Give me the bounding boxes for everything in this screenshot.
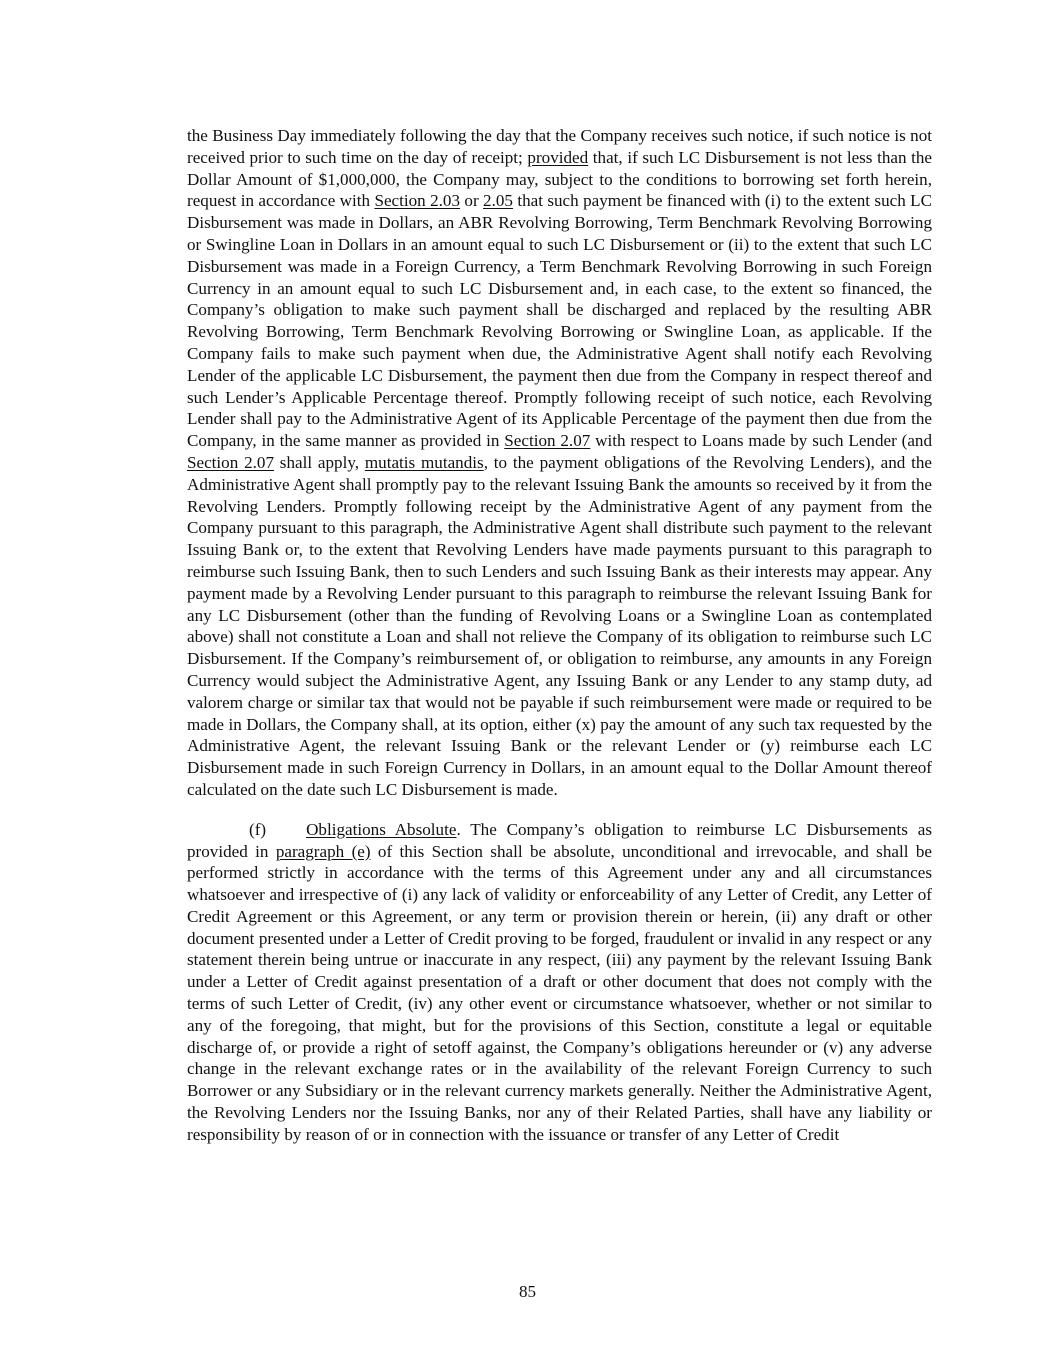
paragraph-f xyxy=(187,819,932,1146)
text-run: or xyxy=(460,191,484,211)
section-2-07-reference: Section 2.07 xyxy=(504,431,591,451)
text-run: shall apply, xyxy=(274,452,365,472)
text-run: . The Company’s obligation to reimburse LC Disbursements as provided in xyxy=(187,819,932,861)
text-run: , to the payment obligations of the Revolving Lenders), and the Administrative Agent shall promptly pay to the relevant Issuing Bank the amounts so received by it from the Revolving Lenders. Promptly following receipt by the Administrative Agent of any payment from the Company pursuant to this paragraph, the Administrative Agent shall distribute such payment to the relevant Issuing Bank or, to the extent that Revolving Lenders have made payments pursuant to this paragraph to reimburse such Issuing Bank, then to such Lenders and such Issuing Bank as their interests may appear. Any payment made by a Revolving Lender pursuant to this paragraph to reimburse the relevant Issuing Bank for any LC Disbursement (other than the funding of Revolving Loans or a Swingline Loan as contemplated above) shall not constitute a Loan and shall not relieve the Company of its obligation to reimburse such LC Disbursement. If the Company’s reimbursement of, or obligation to reimburse, any amounts in any Foreign Currency would subject the Administrative Agent, any Issuing Bank or any Lender to any stamp duty, ad valorem charge or similar tax that would not be payable if such reimbursement were made or required to be made in Dollars, the Company shall, at its option, either (x) pay the amount of any such tax requested by the Administrative Agent, the relevant Issuing Bank or the relevant Lender or (y) reimburse each LC Disbursement made in such Foreign Currency in Dollars, in an amount equal to the Dollar Amount thereof calculated on the date such LC Disbursement is made. xyxy=(187,452,932,799)
paragraph-f-label: (f) xyxy=(249,819,267,839)
section-2-07-reference: Section 2.07 xyxy=(187,452,274,472)
section-2-05-reference: 2.05 xyxy=(483,191,513,211)
text-run: the Business Day immediately following the day that the Company receives such notice, if such notice is not received prior to such time on the day of receipt; xyxy=(187,126,932,167)
text-run: of this Section shall be absolute, unconditional and irrevocable, and shall be performed strictly in accordance with the terms of this Agreement under any and all circumstances whatsoever and irrespective of (i) any lack of validity or enforceability of any Letter of Credit, any Letter of Credit Agreement or this Agreement, or any term or provision therein or herein, (ii) any draft or other document presented under a Letter of Credit proving to be forged, fraudulent or invalid in any respect or any statement therein being untrue or inaccurate in any respect, (iii) any payment by the relevant Issuing Bank under a Letter of Credit against presentation of a draft or other document that does not comply with the terms of such Letter of Credit, (iv) any other event or circumstance whatsoever, whether or not similar to any of the foregoing, that might, but for the provisions of this Section, constitute a legal or equitable discharge of, or provide a right of setoff against, the Company’s obligations hereunder or (v) any adverse change in the relevant exchange rates or in the availability of the relevant Foreign Currency to such Borrower or any Subsidiary or in the relevant currency markets generally. Neither the Administrative Agent, the Revolving Lenders nor the Issuing Banks, nor any of their Related Parties, shall have any liability or responsibility by reason of or in connection with the issuance or transfer of any Letter of Credit xyxy=(187,841,932,1144)
provided-term: provided xyxy=(527,147,589,167)
page-number: 85 xyxy=(518,1282,537,1301)
paragraph-f-heading: Obligations Absolute xyxy=(306,819,457,839)
paragraph-e-reference: paragraph (e) xyxy=(275,841,371,861)
document-body xyxy=(187,125,932,1146)
paragraph-e-continued xyxy=(187,125,932,801)
mutatis-mutandis-term: mutatis mutandis xyxy=(364,452,484,472)
text-run: that such payment be financed with (i) to the extent such LC Disbursement was made in Dollars, an ABR Revolving Borrowing, Term Benchmark Revolving Borrowing or Swingline Loan in Dollars in an amount equal to such LC Disbursement or (ii) to the extent that such LC Disbursement was made in a Foreign Currency, a Term Benchmark Revolving Borrowing in such Foreign Currency in an amount equal to such LC Disbursement and, in each case, to the extent so financed, the Company’s obligation to make such payment shall be discharged and replaced by the resulting ABR Revolving Borrowing, Term Benchmark Revolving Borrowing or Swingline Loan, as applicable. If the Company fails to make such payment when due, the Administrative Agent shall notify each Revolving Lender of the applicable LC Disbursement, the payment then due from the Company in respect thereof and such Lender’s Applicable Percentage thereof. Promptly following receipt of such notice, each Revolving Lender shall pay to the Administrative Agent of its Applicable Percentage of the payment then due from the Company, in the same manner as provided in xyxy=(187,191,932,451)
section-2-03-reference: Section 2.03 xyxy=(374,191,461,211)
text-run: with respect to Loans made by such Lender (and xyxy=(590,431,933,451)
text-run: that, if such LC Disbursement is not less than the Dollar Amount of $1,000,000, the Company may, subject to the conditions to borrowing set forth herein, request in accordance with xyxy=(187,147,932,211)
